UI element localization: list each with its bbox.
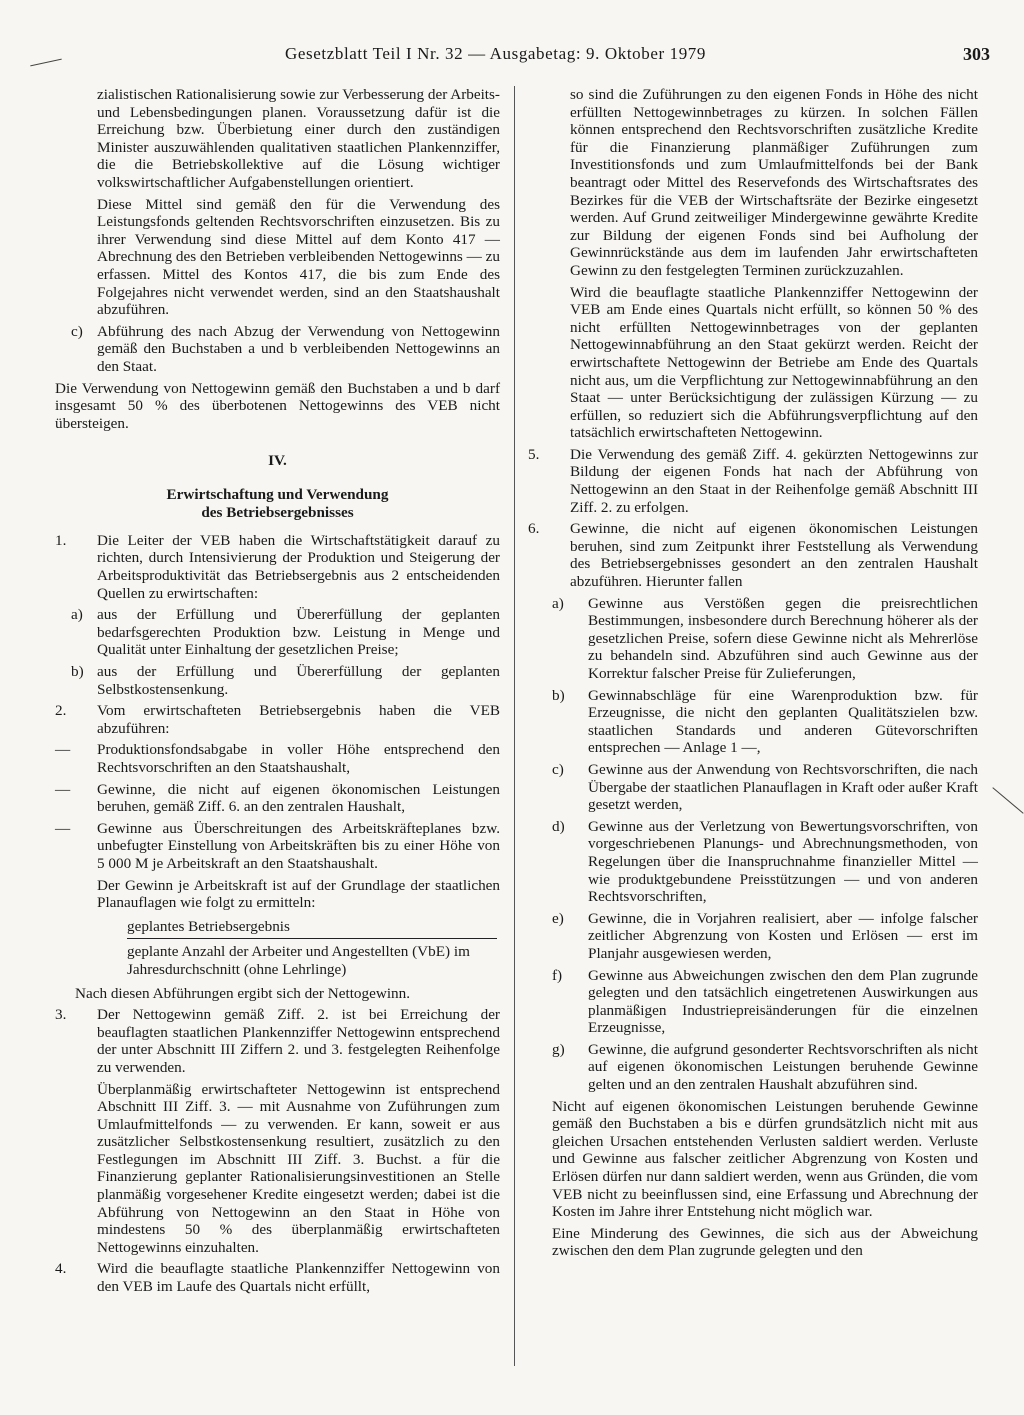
item-text: Produktionsfondsabgabe in voller Höhe entsprechend den Rechtsvorschriften an den Staatshaushalt, bbox=[97, 741, 500, 776]
item-label: 6. bbox=[528, 520, 540, 538]
item-label: 4. bbox=[55, 1260, 67, 1278]
item-text: Gewinne, die aufgrund gesonderter Rechtsvorschriften als nicht auf eigenen ökonomischen Leistungen beruhende Gewinne gelten und an den zentralen Haushalt abzuführen sind. bbox=[588, 1040, 978, 1094]
section-heading bbox=[55, 486, 500, 522]
sub-item bbox=[55, 663, 500, 698]
item-text: Gewinne aus Überschreitungen des Arbeitskräfteplanes bzw. unbefugter Einstellung von Arbeitskräften bis zu einer Höhe von 5 000 M je Arbeitskraft an den Staatshaushalt. bbox=[97, 819, 500, 872]
dash-label: — bbox=[55, 741, 71, 759]
item-label: 1. bbox=[55, 531, 67, 549]
dash-item bbox=[55, 820, 500, 873]
page-header bbox=[60, 44, 990, 68]
section-heading-line: Erwirtschaftung und Verwendung bbox=[166, 485, 389, 503]
item-label: g) bbox=[552, 1040, 565, 1058]
page-number: 303 bbox=[963, 44, 990, 64]
dash-label: — bbox=[55, 780, 71, 798]
item-text: Die Verwendung des gemäß Ziff. 4. gekürzten Nettogewinns zur Bildung der eigenen Fonds hat nach der Abführung von Nettogewinn an den Staat in der Reihenfolge gemäß Abschnitt III Ziff. 2. zu erfolgen. bbox=[570, 445, 978, 516]
list-item bbox=[55, 323, 500, 376]
sub-item bbox=[528, 967, 978, 1037]
fraction-numerator: geplantes Betriebsergebnis bbox=[127, 918, 497, 940]
item-text: Wird die beauflagte staatliche Plankennziffer Nettogewinn von den VEB im Laufe des Quartals nicht erfüllt, bbox=[97, 1260, 500, 1296]
paragraph: zialistischen Rationalisierung sowie zur Verbesserung der Arbeits- und Lebensbedingungen planen. Voraussetzung dafür ist die Erreichung bzw. Überbietung einer durch den zuständigen Minister auszuwählenden qualitativen staatlichen Plankennziffer, die die Betriebskollektive auf die Lösung wichtiger volkswirtschaftlicher Aufgabenstellungen orientiert. bbox=[97, 86, 500, 191]
fraction-denominator: geplante Anzahl der Arbeiter und Angestellten (VbE) im Jahresdurchschnitt (ohne Lehrlinge) bbox=[127, 943, 470, 978]
item-label: b) bbox=[552, 686, 565, 704]
sub-item bbox=[528, 818, 978, 906]
item-text: Gewinne, die nicht auf eigenen ökonomischen Leistungen beruhen, gemäß Ziff. 6. an den zentralen Haushalt, bbox=[97, 780, 500, 816]
section-heading-line: des Betriebsergebnisses bbox=[201, 503, 354, 521]
item-label: c) bbox=[71, 322, 83, 340]
page-title: Gesetzblatt Teil I Nr. 32 — Ausgabetag: 9. Oktober 1979 bbox=[285, 44, 707, 63]
item-label: 2. bbox=[55, 702, 67, 720]
item-label: e) bbox=[552, 909, 564, 927]
paragraph: Eine Minderung des Gewinnes, die sich aus der Abweichung zwischen den dem Plan zugrunde gelegten und den bbox=[552, 1224, 978, 1260]
list-item bbox=[528, 520, 978, 590]
item-text: Gewinne aus Verstößen gegen die preisrechtlichen Bestimmungen, insbesondere durch Berechnung höherer als der gesetzlichen Preise, sofern diese Gewinne nicht als Mehrerlöse zu behandeln sind. Abzuführen sind auch Gewinne aus der Korrektur falscher Preise für Zulieferungen, bbox=[588, 594, 978, 682]
dash-label: — bbox=[55, 819, 71, 837]
item-text: Gewinne aus Abweichungen zwischen den dem Plan zugrunde gelegten und den tatsächlich eingetretenen Auswirkungen aus planmäßigen Industriepreisänderungen für die einzelnen Erzeugnisse, bbox=[588, 966, 978, 1037]
sub-item bbox=[528, 1041, 978, 1094]
item-text: Der Nettogewinn gemäß Ziff. 2. ist bei Erreichung der beauflagten staatlichen Plankennziffer Nettogewinn entsprechend der unter Abschnitt III Ziffern 2. und 3. festgelegten Reihenfolge zu verwenden. bbox=[97, 1006, 500, 1076]
sub-item bbox=[528, 687, 978, 757]
paragraph: Nach diesen Abführungen ergibt sich der Nettogewinn. bbox=[75, 984, 411, 1002]
dash-item bbox=[55, 741, 500, 776]
list-item bbox=[55, 702, 500, 737]
item-text: Vom erwirtschafteten Betriebsergebnis haben die VEB abzuführen: bbox=[97, 702, 500, 737]
left-column bbox=[55, 86, 500, 1300]
item-label: a) bbox=[552, 594, 564, 612]
sub-item bbox=[528, 595, 978, 683]
list-item bbox=[528, 446, 978, 516]
sub-item bbox=[528, 761, 978, 814]
list-item bbox=[55, 1006, 500, 1076]
paragraph: Die Verwendung von Nettogewinn gemäß den Buchstaben a und b darf insgesamt 50 % des überbotenen Nettogewinns des VEB nicht übersteigen. bbox=[55, 379, 500, 432]
paragraph: Überplanmäßig erwirtschafteter Nettogewinn ist entsprechend Abschnitt III Ziff. 3. — mit Ausnahme von Zuführungen zum Umlaufmittelfonds — zu verwenden. Er kann, soweit er aus zusätzlicher Selbstkostensenkung resultiert, zusätzlich zu den Festlegungen im Abschnitt III Ziff. 3. Buchst. a für die Finanzierung geplanter Rationalisierungsinvestitionen an Stelle planmäßig vorgesehener Kredite eingesetzt werden; dabei ist die Abführung von Nettogewinn an den Staat in Höhe von mindestens 50 % des überplanmäßig erwirtschafteten Nettogewinns einzuhalten. bbox=[97, 1080, 500, 1256]
item-text: Die Leiter der VEB haben die Wirtschaftstätigkeit darauf zu richten, durch Intensivierung der Produktion und Steigerung der Arbeitsproduktivität das Betriebsergebnis aus 2 entscheidenden Quellen zu erwirtschaften: bbox=[97, 531, 500, 602]
item-label: f) bbox=[552, 966, 563, 984]
item-text: aus der Erfüllung und Übererfüllung der geplanten bedarfsgerechten Produktion bzw. Leistung in Menge und Qualität unter Einhaltung der gesetzlichen Preise; bbox=[97, 606, 500, 659]
item-label: c) bbox=[552, 760, 564, 778]
column-divider bbox=[514, 86, 515, 1366]
item-text: Abführung des nach Abzug der Verwendung von Nettogewinn gemäß den Buchstaben a und b verbleibenden Nettogewinns an den Staat. bbox=[97, 322, 500, 375]
scan-mark bbox=[30, 59, 62, 67]
scan-mark bbox=[992, 787, 1023, 813]
item-label: 3. bbox=[55, 1006, 67, 1024]
item-text: Gewinnabschläge für eine Warenproduktion bzw. für Erzeugnisse, die nicht den geplanten Qualitätszielen bzw. staatlichen Standards und anderen Gütevorschriften entsprechen — Anlage 1 —, bbox=[588, 686, 978, 757]
item-label: a) bbox=[71, 606, 83, 624]
dash-item bbox=[55, 781, 500, 816]
sub-item bbox=[528, 910, 978, 963]
item-label: b) bbox=[71, 663, 84, 681]
paragraph: so sind die Zuführungen zu den eigenen Fonds in Höhe des nicht erfüllten Nettogewinnbetrages zu kürzen. In solchen Fällen können entsprechend den Rechtsvorschriften zusätzliche Kredite für die Finanzierung planmäßiger Zuführungen zum Investitionsfonds und zum Umlaufmittelfonds bei der Bank beantragt oder Mittel des Reservefonds des Wirtschaftsrates des Bezirkes für die VEB der Wirtschaftsräte der Bezirke eingesetzt werden. Auf Grund zeitweiliger Mindergewinne gewährte Kredite zur Bildung der eigenen Fonds sind bei Aufholung der Gewinnrückstände aus dem im laufenden Jahr erwirtschafteten Gewinn zu den festgelegten Terminen zurückzuzahlen. bbox=[570, 86, 978, 279]
item-label: 5. bbox=[528, 445, 540, 463]
item-text: Gewinne aus der Verletzung von Bewertungsvorschriften, von vorgeschriebenen Planungs- und Abrechnungsmethoden, von Regelungen über die Inanspruchnahme finanzieller Mittel — wie produktgebundene Preisstützungen — und von anderen Rechtsvorschriften, bbox=[588, 817, 978, 906]
section-number: IV. bbox=[268, 452, 287, 470]
item-label: d) bbox=[552, 817, 565, 835]
right-column bbox=[528, 86, 978, 1264]
item-text: aus der Erfüllung und Übererfüllung der geplanten Selbstkostensenkung. bbox=[97, 663, 500, 698]
item-text: Gewinne, die nicht auf eigenen ökonomischen Leistungen beruhen, sind zum Zeitpunkt ihrer Feststellung als Verwendung des Betriebsergebnisses gesondert an den zentralen Haushalt abzuführen. Hierunter fallen bbox=[570, 520, 978, 591]
item-text: Gewinne aus der Anwendung von Rechtsvorschriften, die nach Übergabe der staatlichen Planauflagen in Kraft oder außer Kraft gesetzt werden, bbox=[588, 760, 978, 814]
paragraph: Wird die beauflagte staatliche Plankennziffer Nettogewinn der VEB am Ende eines Quartals nicht erfüllt, so können 50 % des nicht erfüllten Nettogewinnbetrages von der geplanten Nettogewinnabführung an den Staat gekürzt werden. Reicht der erwirtschaftete Nettogewinn der Betriebe am Ende des Quartals nicht aus, um die Verpflichtung zur Nettogewinnabführung an den Staat — unter Berücksichtigung der zulässigen Kürzung — zu erfüllen, so reduziert sich die Abführungsverpflichtung auf den tatsächlich erwirtschafteten Nettogewinn. bbox=[570, 283, 978, 442]
list-item bbox=[55, 1260, 500, 1295]
sub-item bbox=[55, 606, 500, 659]
paragraph: Nicht auf eigenen ökonomischen Leistungen beruhende Gewinne gemäß den Buchstaben a bis e dürfen grundsätzlich nicht mit aus gleichen Ursachen entstehenden Verlusten saldiert werden. Verluste und Gewinne aus falscher zeitlicher Abgrenzung von Kosten und Erlösen dürfen nur dann saldiert werden, wenn aus Gründen, die vom VEB nicht zu beeinflussen sind, eine Erfassung und Abrechnung der Kosten im Jahre ihrer Entstehung nicht möglich war. bbox=[552, 1097, 978, 1221]
paragraph: Der Gewinn je Arbeitskraft ist auf der Grundlage der staatlichen Planauflagen wie folgt zu ermitteln: bbox=[97, 876, 500, 912]
item-text: Gewinne, die in Vorjahren realisiert, aber — infolge falscher zeitlicher Abgrenzung von Kosten und Erlösen — erst im Planjahr ausgewiesen werden, bbox=[588, 909, 978, 962]
list-item bbox=[55, 532, 500, 602]
formula-fraction bbox=[127, 918, 497, 979]
paragraph: Diese Mittel sind gemäß den für die Verwendung des Leistungsfonds geltenden Rechtsvorschriften einzusetzen. Bis zu ihrer Verwendung sind diese Mittel auf dem Konto 417 — Abrechnung des den Betrieben verbleibenden Nettogewinns — zu erfassen. Mittel des Kontos 417, die bis zum Ende des Folgejahres nicht verwendet werden, sind an den Staatshaushalt abzuführen. bbox=[97, 195, 500, 319]
